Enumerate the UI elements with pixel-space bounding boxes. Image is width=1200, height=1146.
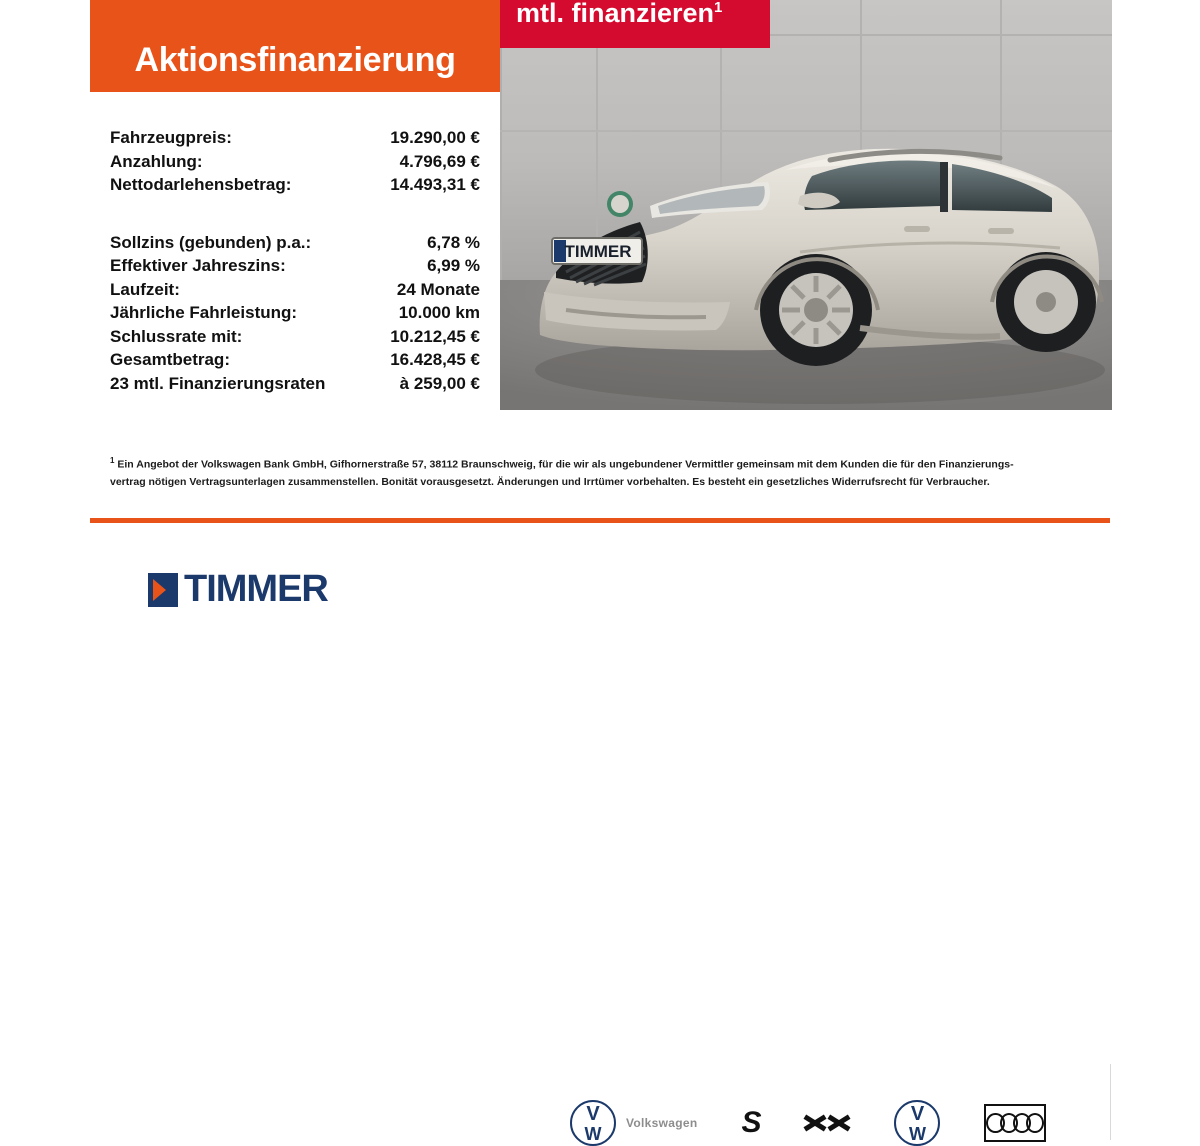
row-label: Fahrzeugpreis: — [110, 128, 232, 147]
row-value: 6,78 % — [427, 232, 480, 252]
monthly-rate-badge — [500, 0, 770, 48]
row-value: 10.212,45 € — [390, 326, 480, 346]
table-row — [110, 150, 480, 174]
footer — [0, 540, 1200, 1139]
dealer-name: TIMMER — [184, 568, 328, 610]
brand-audi — [984, 1104, 1046, 1142]
vehicle-photo-image — [500, 0, 1112, 410]
promo-banner-title: Aktionsfinanzierung — [134, 41, 456, 79]
row-label: Schlussrate mit: — [110, 326, 243, 346]
row-value: 10.000 km — [398, 303, 480, 322]
brand-logo-row — [570, 1100, 1046, 1146]
brand-seat — [741, 1106, 760, 1140]
brand-vw-nutzfahrzeuge — [894, 1100, 940, 1146]
vw-logo-icon — [570, 1100, 616, 1146]
timmer-logo-icon — [148, 573, 178, 607]
legal-footnote — [110, 452, 1030, 491]
row-label: Laufzeit: — [110, 279, 180, 299]
row-label: Sollzins (gebunden) p.a.: — [110, 232, 312, 252]
cupra-logo-icon — [804, 1106, 850, 1140]
table-row — [110, 126, 480, 150]
table-row — [110, 325, 480, 349]
brand-cupra — [804, 1106, 850, 1140]
footer-right-edge — [1110, 1064, 1111, 1140]
vehicle-photo — [500, 0, 1112, 410]
row-value: 16.428,45 € — [390, 350, 480, 369]
row-label: Effektiver Jahreszins: — [110, 256, 286, 275]
table-row — [110, 173, 480, 197]
promo-banner — [90, 0, 500, 92]
brand-volkswagen — [570, 1100, 697, 1146]
footnote-marker: 1 — [110, 456, 115, 465]
brand-label: Volkswagen — [626, 1116, 698, 1130]
row-value: 4.796,69 € — [399, 151, 480, 171]
dealer-logo — [148, 568, 328, 611]
row-value: 6,99 % — [427, 256, 480, 275]
row-label: Gesamtbetrag: — [110, 350, 230, 369]
audi-logo-icon — [984, 1104, 1046, 1142]
table-row — [110, 348, 480, 372]
row-label: Anzahlung: — [110, 151, 203, 171]
table-row — [110, 254, 480, 278]
table-row — [110, 231, 480, 255]
row-value: 24 Monate — [396, 279, 480, 299]
monthly-rate-text: mtl. finanzieren — [516, 0, 715, 28]
svg-text:TIMMER: TIMMER — [564, 242, 632, 261]
row-value: à 259,00 € — [399, 373, 480, 393]
table-row — [110, 278, 480, 302]
row-value: 14.493,31 € — [390, 175, 480, 194]
row-label: Jährliche Fahrleistung: — [110, 303, 298, 322]
row-label: 23 mtl. Finanzierungsraten — [110, 373, 326, 393]
footnote-line-2: vertrag nötigen Vertragsunterlagen zusammenstellen. Bonität vorausgesetzt. Änderungen und Irrtümer vorbehalten. Es besteht ein gesetzliches Widerrufsrecht für Verbraucher. — [110, 475, 990, 488]
seat-logo-icon: S — [741, 1106, 761, 1139]
footnote-line-1: Ein Angebot der Volkswagen Bank GmbH, Gifhornerstraße 57, 38112 Braunschweig, für die wir als ungebundener Vermittler gemeinsam mit dem Kunden die für den Finanzierungs- — [117, 458, 1014, 471]
finance-figures — [110, 126, 480, 395]
table-row — [110, 372, 480, 396]
figures-group-spacer — [110, 197, 480, 231]
table-row — [110, 301, 480, 325]
row-value: 19.290,00 € — [390, 128, 480, 147]
footer-divider — [90, 518, 1110, 523]
vw-nutzfahrzeuge-logo-icon — [894, 1100, 940, 1146]
monthly-rate-footnote-marker: 1 — [714, 0, 723, 16]
row-label: Nettodarlehensbetrag: — [110, 175, 292, 194]
